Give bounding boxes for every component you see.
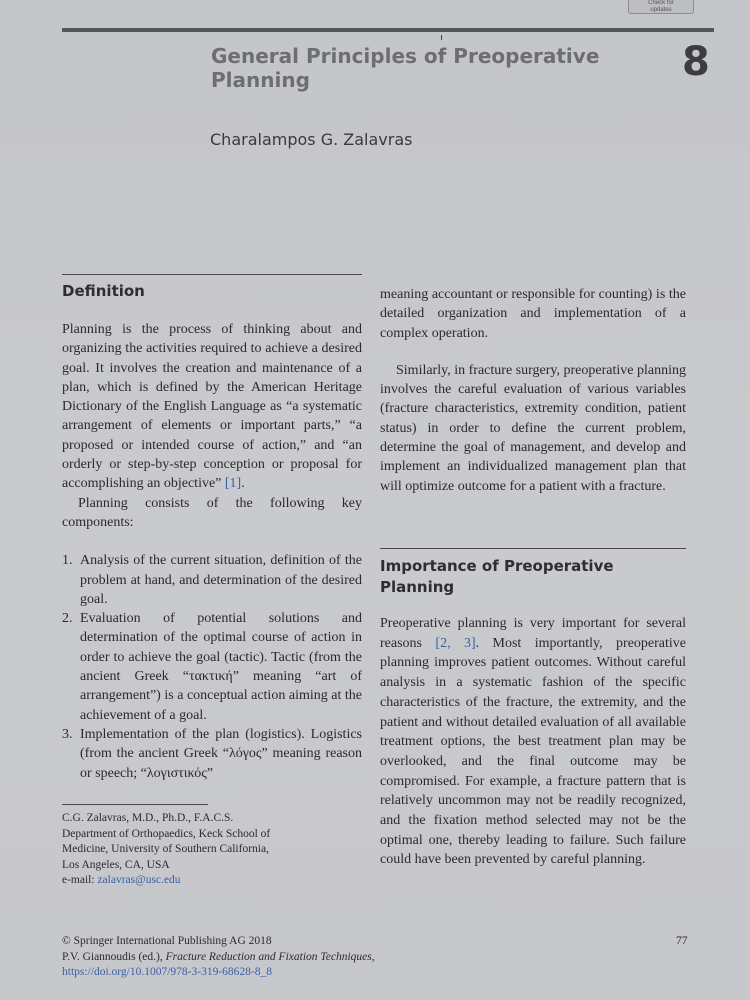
definition-paragraph-end: . xyxy=(241,476,245,492)
citation-link-2-3[interactable]: [2, 3] xyxy=(435,635,476,651)
definition-rule xyxy=(62,274,362,275)
email-label: e-mail: xyxy=(62,874,95,886)
doi-link[interactable]: https://doi.org/10.1007/978-3-319-68628-8_8 xyxy=(62,966,272,978)
book-editors: P.V. Giannoudis (ed.), xyxy=(62,950,163,963)
importance-heading: Importance of Preoperative Planning xyxy=(380,557,614,596)
list-item-number: 1. xyxy=(62,553,73,569)
citation-link-1[interactable]: [1] xyxy=(224,476,242,492)
page-number: 77 xyxy=(676,935,688,947)
definition-paragraph xyxy=(62,320,362,494)
importance-text-b: . Most importantly, preoperative planning improves patient outcomes. Without careful analysis in a systematic fashion of the specific characteristics of the fracture, the extremity, and the patient and without detailed evaluation of all available treatment options, the best treatment plan may be overlooked, and the final outcome may be compromised. For example, a fracture pattern that is relatively uncommon may not be readily recognized, and the fixation method selected may not be the optimal one, thereby leading to failure. Such failure could have been prevented by careful planning. xyxy=(380,635,687,868)
definition-heading: Definition xyxy=(62,282,145,300)
importance-text-a: Preoperative planning is very important for several reasons xyxy=(380,616,686,651)
badge-line-1: Check for xyxy=(648,0,674,6)
definition-paragraph-text: Planning is the process of thinking about and organizing the activities required to achieve a desired goal. It involves the creation and maintenance of a plan, which is defined by the American Heritage Dictionary of the English Language as “a systematic arrangement of elements or important parts,” “a proposed or intended course of action,” and “an orderly or step-by-step conception or proposal for accomplishing an objective” xyxy=(62,322,362,492)
email-link[interactable]: zalavras@usc.edu xyxy=(97,874,181,886)
chapter-title: General Principles of Preoperative Planning xyxy=(211,44,600,92)
right-column-top xyxy=(380,285,686,496)
page-footer xyxy=(62,934,662,981)
chapter-number: 8 xyxy=(682,39,710,85)
list-item xyxy=(62,725,362,783)
components-intro: Planning consists of the following key components: xyxy=(62,495,362,530)
affiliation-university: Medicine, University of Southern California, xyxy=(62,843,269,855)
importance-body xyxy=(380,614,686,870)
book-title: Fracture Reduction and Fixation Techniques xyxy=(165,950,372,963)
list-item-text: Implementation of the plan (logistics). Logistics (from the ancient Greek “λόγος” meaning reason or speech; “λογιστικός” xyxy=(80,726,362,781)
affiliation-city: Los Angeles, CA, USA xyxy=(62,858,170,871)
affiliation-email-line xyxy=(62,873,352,889)
copyright: © Springer International Publishing AG 2018 xyxy=(62,935,272,947)
chapter-author: Charalampos G. Zalavras xyxy=(210,130,413,149)
author-affiliation xyxy=(62,811,352,889)
header-rule xyxy=(62,28,714,32)
list-item-number: 2. xyxy=(62,611,73,627)
affiliation-department: Department of Orthopaedics, Keck School of xyxy=(62,827,271,840)
affiliation-name: C.G. Zalavras, M.D., Ph.D., F.A.C.S. xyxy=(62,812,234,824)
badge-line-2: updates xyxy=(650,6,672,13)
book-citation: P.V. Giannoudis (ed.), Fracture Reduction and Fixation Techniques, xyxy=(62,950,375,963)
importance-paragraph xyxy=(380,614,686,870)
list-item xyxy=(62,609,362,725)
check-for-updates-badge[interactable] xyxy=(628,0,694,14)
list-item-number: 3. xyxy=(62,726,73,742)
fracture-surgery-paragraph: Similarly, in fracture surgery, preoperative planning involves the careful evaluation of various variables (fracture characteristics, extremity condition, patient status) in order to define the current problem, determine the goal of management, and develop and implement an individualized management plan that will optimize outcome for a patient with a fracture. xyxy=(380,362,686,494)
definition-body xyxy=(62,320,362,783)
list-item xyxy=(62,551,362,609)
list-item-text: Evaluation of potential solutions and determination of the optimal course of action in order to achieve the goal (tactic). Tactic (from the ancient Greek “τακτική” meaning “art of arrangement”) is a conceptual action aiming at the achievement of a goal. xyxy=(80,611,362,723)
header-tick-mark xyxy=(441,35,442,40)
continuation-paragraph: meaning accountant or responsible for counting) is the detailed organization and implementation of a complex operation. xyxy=(380,287,686,341)
list-item-text: Analysis of the current situation, definition of the problem at hand, and determination of the desired goal. xyxy=(80,553,362,607)
footnote-rule xyxy=(62,804,208,805)
importance-rule xyxy=(380,548,686,549)
components-list xyxy=(62,551,362,783)
